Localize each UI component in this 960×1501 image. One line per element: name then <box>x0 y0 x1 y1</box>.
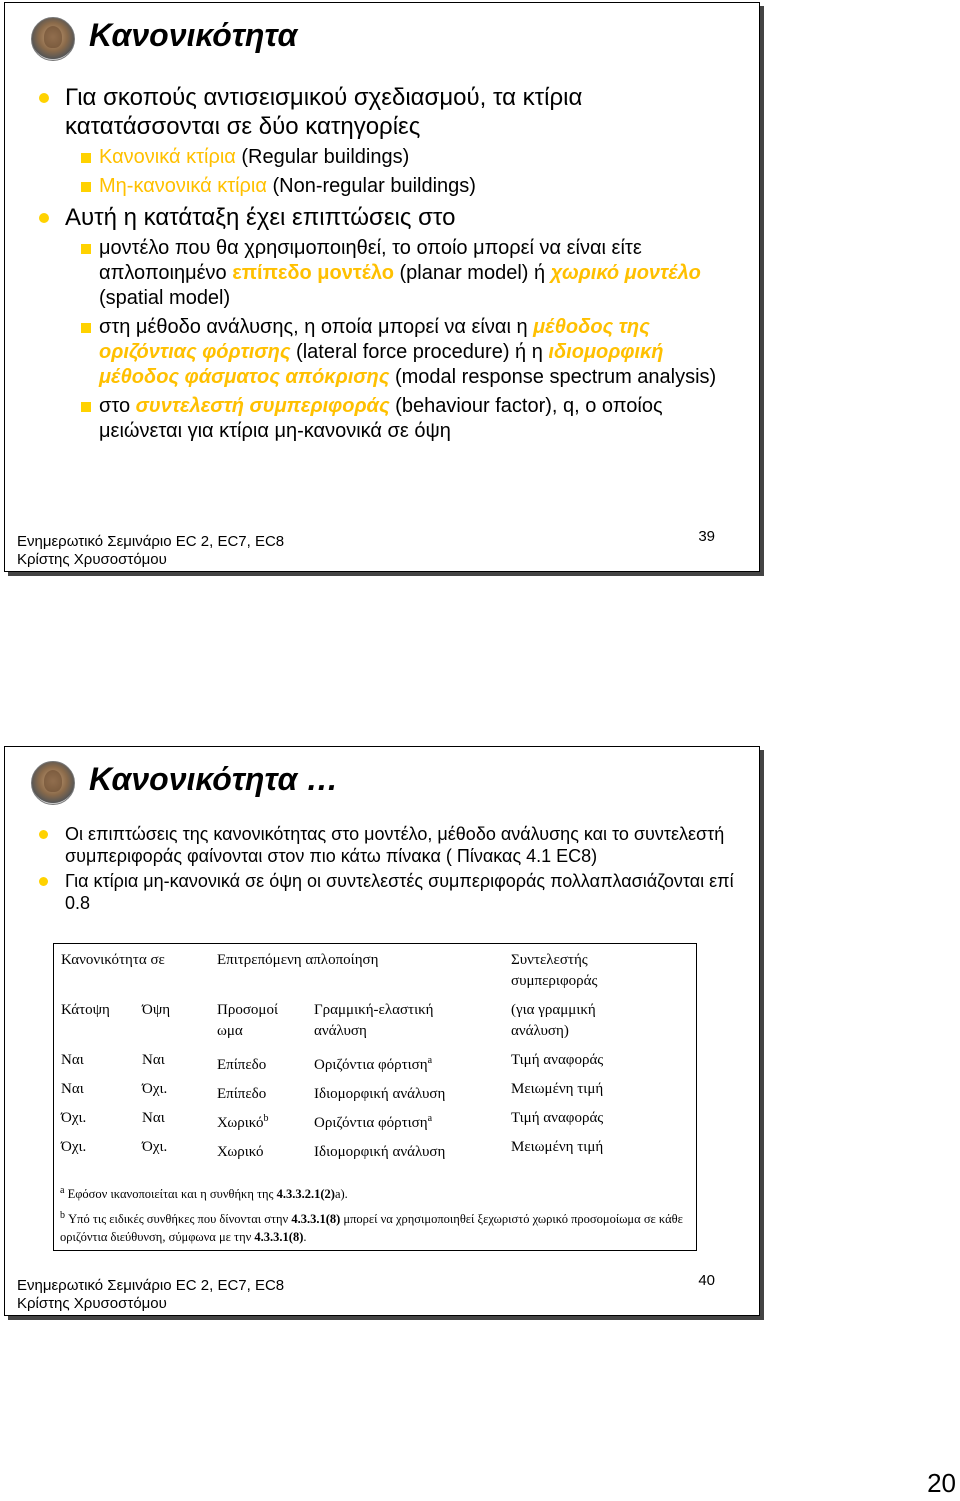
bullet-dot-icon <box>39 213 49 223</box>
slide-footer: Ενημερωτικό Σεμινάριο EC 2, EC7, EC8 Κρίστης Χρυσοστόμου <box>17 1277 285 1312</box>
slide-body <box>35 83 735 448</box>
sub-bullet-item: Κανονικά κτίρια (Regular buildings) <box>35 145 735 170</box>
sub-bullet-item: στη μέθοδο ανάλυσης, η οποία μπορεί να είναι η μέθοδος της οριζόντιας φόρτισης (lateral force procedure) ή η ιδιομορφική μέθοδος φάσματος απόκρισης (modal response spectrum analysis) <box>35 315 735 390</box>
bullet-dot-icon <box>39 877 48 886</box>
regularity-table <box>53 943 697 1251</box>
bullet-square-icon <box>81 153 91 163</box>
slide-page-number: 40 <box>698 1272 715 1289</box>
sub-bullet-item: στο συντελεστή συμπεριφοράς (behaviour factor), q, ο οποίος μειώνεται για κτίρια μη-κανονικά σε όψη <box>35 394 735 444</box>
bullet-square-icon <box>81 182 91 192</box>
university-logo <box>31 761 75 805</box>
table-row: Όχι. Όχι. Χωρικό Ιδιομορφική ανάλυση Μειωμένη τιμή <box>61 1139 604 1160</box>
table-row: Όχι. Ναι Χωρικό$^b$ Οριζόντια φόρτιση$^a$ Τιμή αναφοράς <box>61 1110 604 1131</box>
sub-bullet-item: μοντέλο που θα χρησιμοποιηθεί, το οποίο μπορεί να είναι είτε απλοποιημένο επίπεδο μοντέλο (planar model) ή χωρικό μοντέλο (spatial model) <box>35 236 735 311</box>
bullet-item: Οι επιπτώσεις της κανονικότητας στο μοντέλο, μέθοδο ανάλυσης και το συντελεστή συμπεριφοράς φαίνονται στον πιο κάτω πίνακα ( Πίνακας 4.1 EC8) <box>35 823 735 867</box>
bullet-item: Για κτίρια μη-κανονικά σε όψη οι συντελεστές συμπεριφοράς πολλαπλασιάζονται επί 0.8 <box>35 870 735 914</box>
sub-bullet-item: Μη-κανονικά κτίρια (Non-regular buildings) <box>35 174 735 199</box>
slide-body <box>35 823 735 917</box>
table-row: Ναι Όχι. Επίπεδο Ιδιομορφική ανάλυση Μειωμένη τιμή <box>61 1081 604 1102</box>
slide-page-number: 39 <box>698 528 715 545</box>
bullet-dot-icon <box>39 93 49 103</box>
slide-title: Κανονικότητα <box>89 17 298 53</box>
slide-title: Κανονικότητα … <box>89 761 339 797</box>
note-b: $^b$ Υπό τις ειδικές συνθήκες που δίνονται στην 4.3.3.1(8) μπορεί να χρησιμοποιηθεί ξεχωριστό χωρικό προσομοίωμα σε κάθε οριζόντια διεύθυνση, σύμφωνα με την 4.3.3.1(8). <box>60 1210 683 1245</box>
table-row: Ναι Ναι Επίπεδο Οριζόντια φόρτιση$^a$ Τιμή αναφοράς <box>61 1052 604 1073</box>
bullet-item: Για σκοπούς αντισεισμικού σχεδιασμού, τα κτίρια κατατάσσονται σε δύο κατηγορίες <box>35 83 735 141</box>
bullet-square-icon <box>81 323 91 333</box>
table-body <box>54 1044 696 1160</box>
bullet-square-icon <box>81 402 91 412</box>
slide-39 <box>4 2 760 572</box>
slide-footer: Ενημερωτικό Σεμινάριο EC 2, EC7, EC8 Κρίστης Χρυσοστόμου <box>17 533 285 568</box>
table-header-row: Κανονικότητα σε Επιτρεπόμενη απλοποίηση Συντελεστής συμπεριφοράς <box>61 952 598 989</box>
table-header-row: Κάτοψη Όψη Προσομοί ωμα Γραμμική-ελαστική ανάλυση (για γραμμική ανάλυση) <box>61 1002 596 1039</box>
slide-40 <box>4 746 760 1316</box>
bullet-item: Αυτή η κατάταξη έχει επιπτώσεις στο <box>35 203 735 232</box>
sheet-page-number: 20 <box>927 1468 956 1498</box>
table-notes <box>54 1174 696 1250</box>
bullet-dot-icon <box>39 830 48 839</box>
note-a: $^a$ Εφόσον ικανοποιείται και η συνθήκη της 4.3.3.2.1(2)a). <box>60 1185 348 1202</box>
university-logo <box>31 17 75 61</box>
bullet-square-icon <box>81 244 91 254</box>
